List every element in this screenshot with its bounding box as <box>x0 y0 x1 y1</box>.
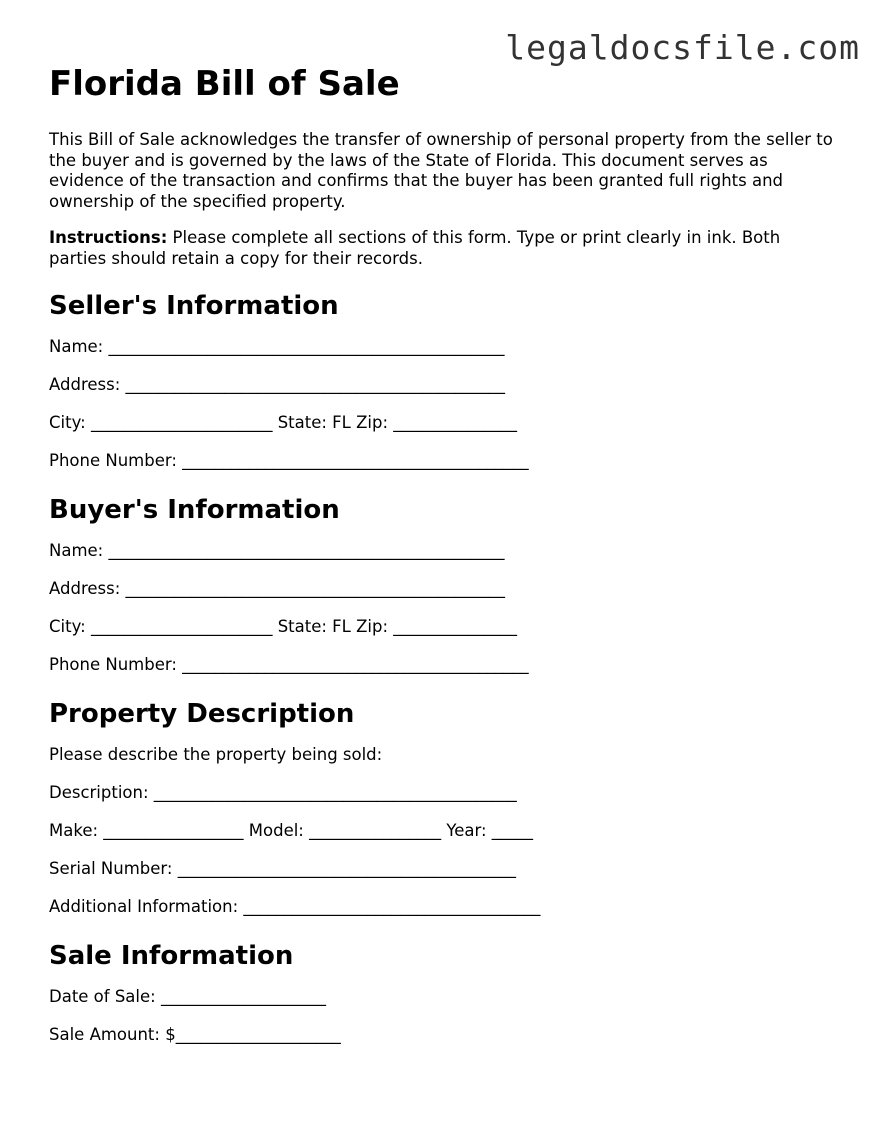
instructions-paragraph <box>49 228 839 269</box>
seller-name-field[interactable]: Name: ________________________________________________ <box>49 337 505 356</box>
sale-heading: Sale Information <box>49 941 294 971</box>
seller-phone-field[interactable]: Phone Number: __________________________________________ <box>49 451 529 470</box>
property-heading: Property Description <box>49 699 355 729</box>
buyer-name-field[interactable]: Name: ________________________________________________ <box>49 541 505 560</box>
property-make-model-year-field[interactable]: Make: _________________ Model: ________________ Year: _____ <box>49 821 534 840</box>
document-page <box>49 64 839 1063</box>
buyer-phone-field[interactable]: Phone Number: __________________________________________ <box>49 655 529 674</box>
sale-amount-field[interactable]: Sale Amount: $____________________ <box>49 1025 341 1044</box>
buyer-address-field[interactable]: Address: ______________________________________________ <box>49 579 506 598</box>
property-description-field[interactable]: Description: ____________________________________________ <box>49 783 517 802</box>
buyer-heading: Buyer's Information <box>49 495 340 525</box>
page-title: Florida Bill of Sale <box>49 64 400 104</box>
buyer-city-state-zip-field[interactable]: City: ______________________ State: FL Zip: _______________ <box>49 617 518 636</box>
property-additional-field[interactable]: Additional Information: ____________________________________ <box>49 897 541 916</box>
property-serial-field[interactable]: Serial Number: _________________________________________ <box>49 859 516 878</box>
seller-address-field[interactable]: Address: ______________________________________________ <box>49 375 506 394</box>
property-prompt: Please describe the property being sold: <box>49 745 383 764</box>
instructions-text: Please complete all sections of this form. Type or print clearly in ink. Both parties should retain a copy for their records. <box>49 228 781 268</box>
seller-heading: Seller's Information <box>49 291 339 321</box>
sale-date-field[interactable]: Date of Sale: ____________________ <box>49 987 326 1006</box>
intro-paragraph: This Bill of Sale acknowledges the transfer of ownership of personal property from the seller to the buyer and is governed by the laws of the State of Florida. This document serves as evidence of the transaction and confirms that the buyer has been granted full rights and ownership of the specified property. <box>49 130 833 211</box>
instructions-label: Instructions: <box>49 228 168 247</box>
seller-city-state-zip-field[interactable]: City: ______________________ State: FL Zip: _______________ <box>49 413 518 432</box>
watermark: legaldocsfile.com <box>505 28 860 67</box>
